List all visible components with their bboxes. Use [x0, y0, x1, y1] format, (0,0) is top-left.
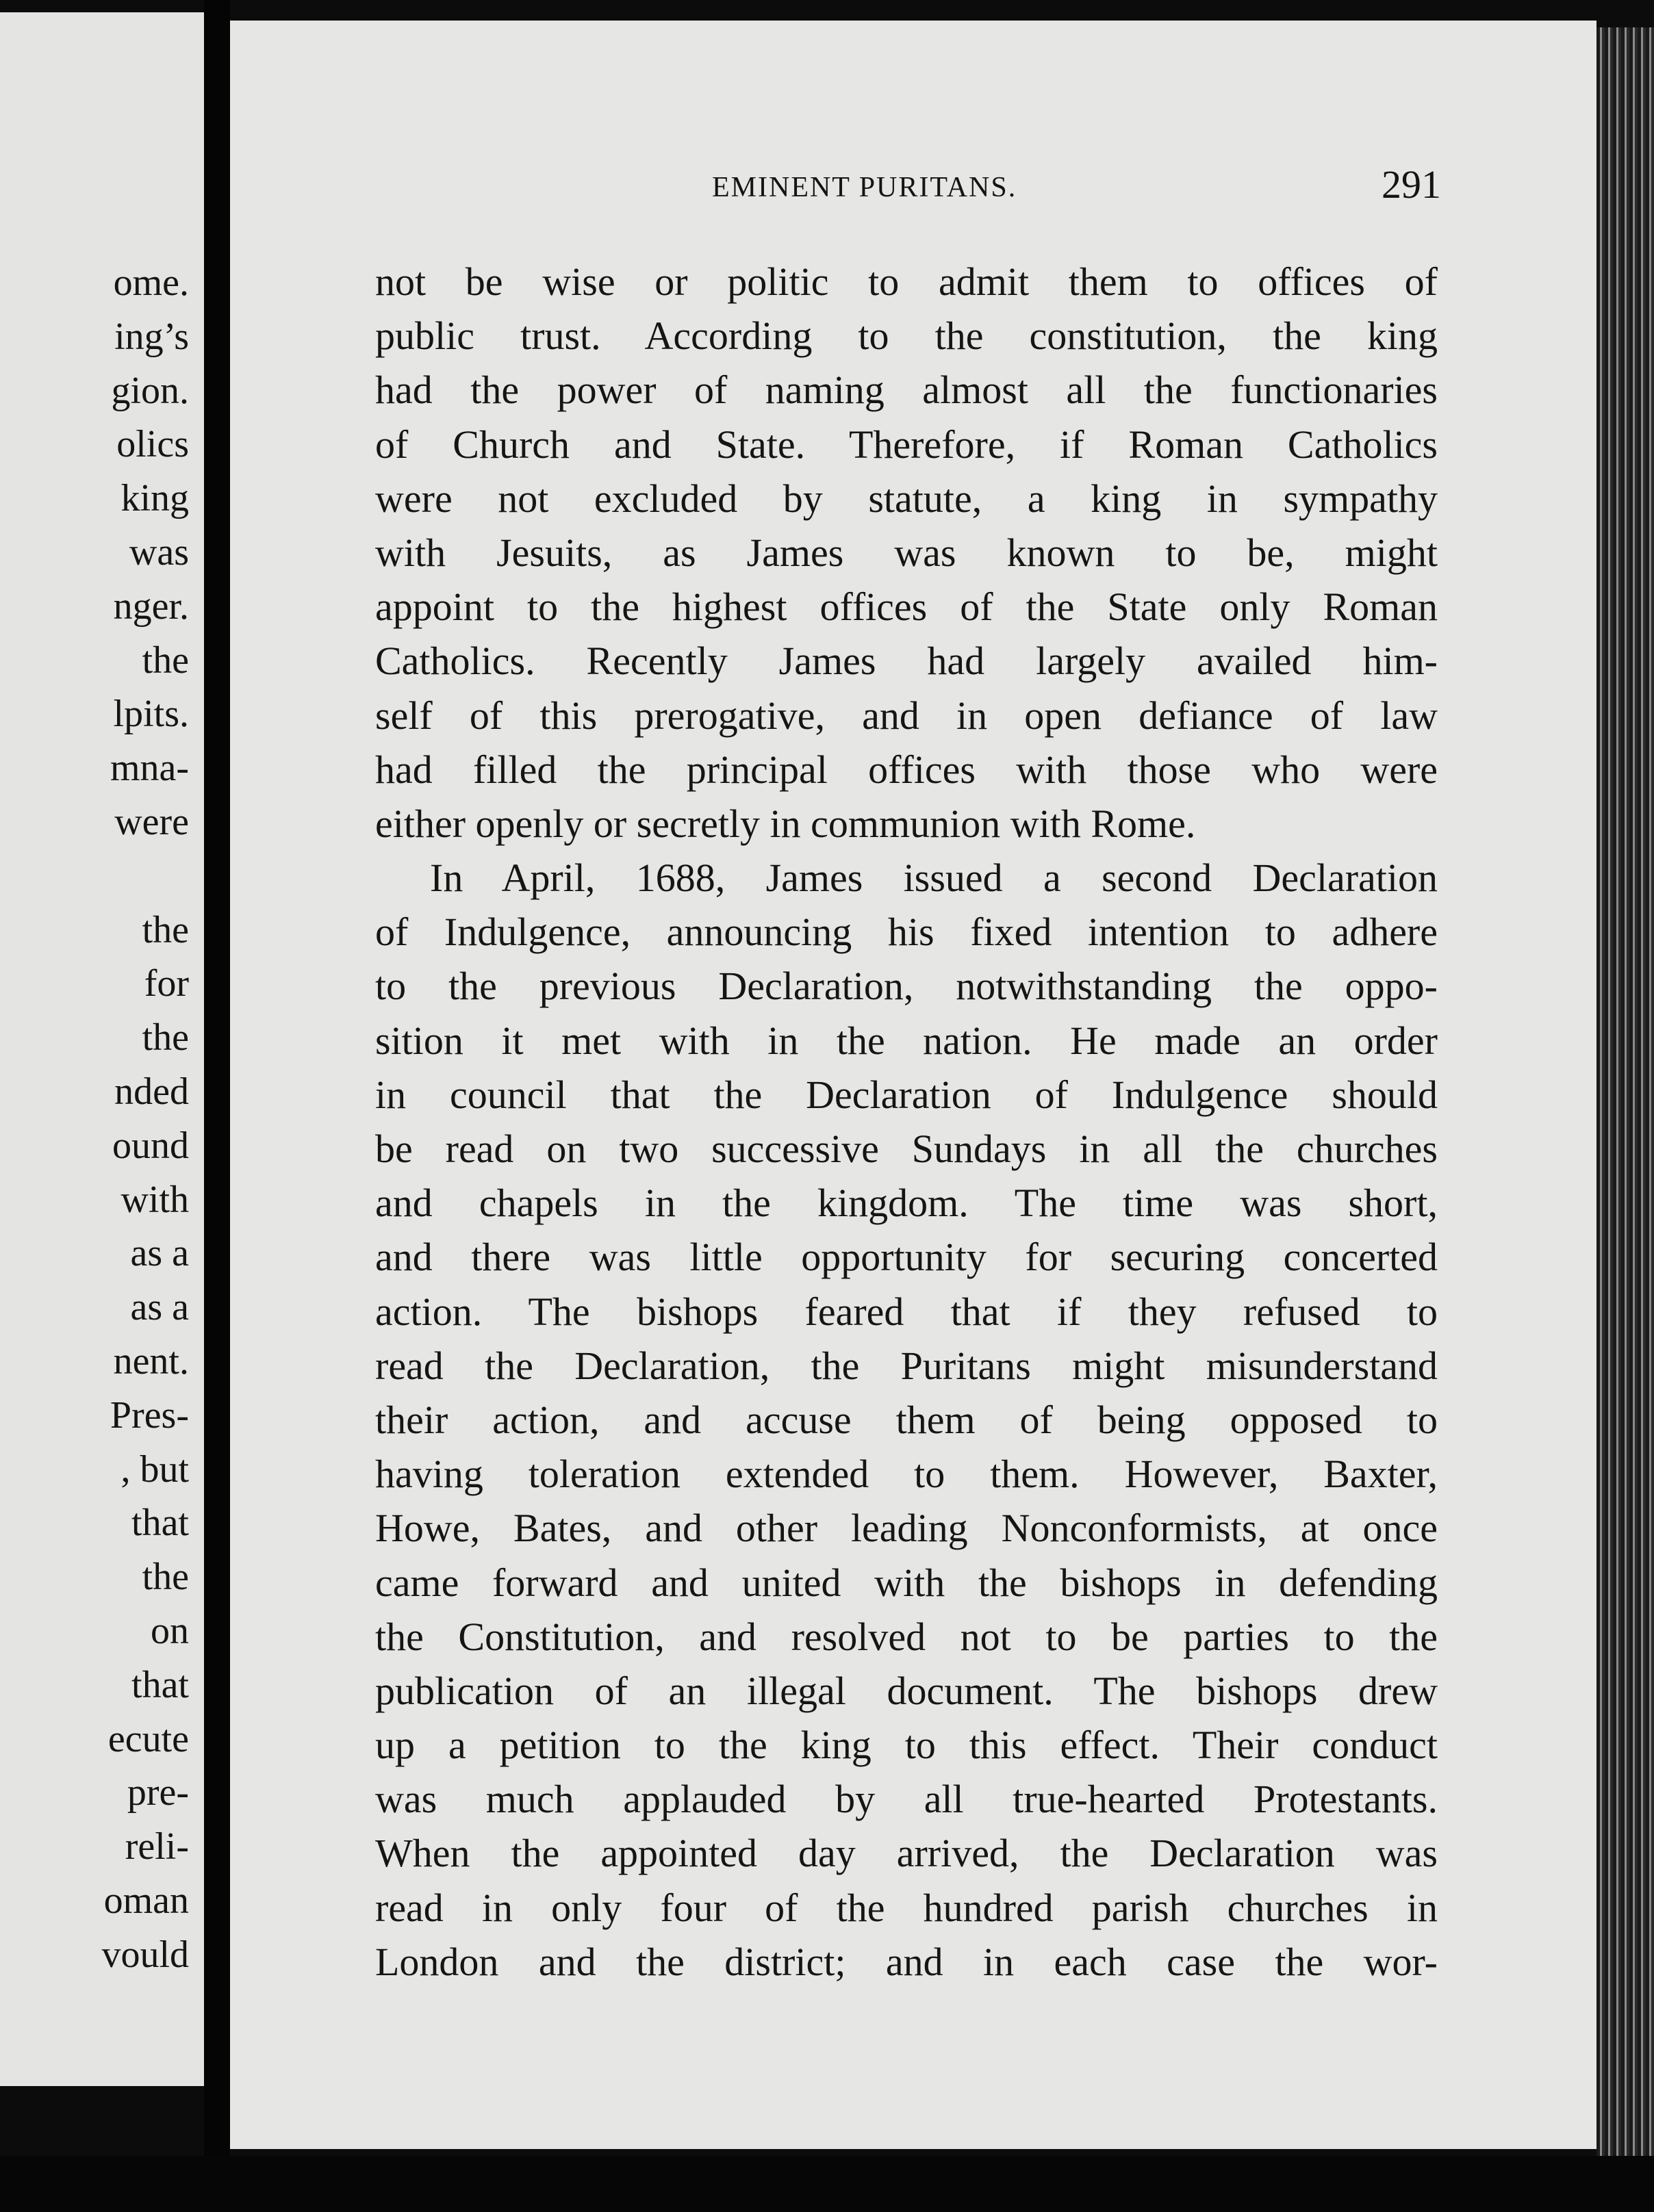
text-line: came forward and united with the bishops in defending	[375, 1560, 1438, 1605]
left-page-line: gion.	[111, 369, 189, 412]
text-line: either openly or secretly in communion with Rome.	[375, 801, 1196, 846]
text-line: When the appointed day arrived, the Declaration was	[375, 1831, 1438, 1876]
text-line: not be wise or politic to admit them to offices of	[375, 259, 1438, 304]
left-page	[0, 12, 204, 2086]
text-line: the Constitution, and resolved not to be parties to the	[375, 1614, 1438, 1659]
left-page-line: mna-	[110, 747, 189, 790]
bottom-border	[0, 2156, 1654, 2212]
text-line: publication of an illegal document. The bishops drew	[375, 1668, 1438, 1713]
left-page-line: vould	[101, 1933, 189, 1976]
text-line: Catholics. Recently James had largely availed him-	[375, 639, 1438, 684]
left-page-line: was	[129, 530, 189, 574]
left-page-line: lpits.	[113, 693, 189, 736]
text-line: public trust. According to the constitution, the king	[375, 313, 1438, 359]
text-line: London and the district; and in each case the wor-	[375, 1939, 1438, 1984]
left-page-line: that	[131, 1663, 189, 1706]
left-page-line: king	[120, 477, 189, 520]
text-line: to the previous Declaration, notwithstanding the oppo-	[375, 964, 1438, 1009]
text-line: having toleration extended to them. However, Baxter,	[375, 1452, 1438, 1497]
left-page-line: , but	[120, 1448, 189, 1491]
left-page-line: as a	[130, 1286, 189, 1329]
text-line: had filled the principal offices with those who were	[375, 747, 1438, 792]
left-page-text	[0, 256, 204, 1982]
page-edges	[1596, 27, 1654, 2156]
text-line: of Indulgence, announcing his fixed intention to adhere	[375, 910, 1438, 955]
text-line: appoint to the highest offices of the State only Roman	[375, 584, 1438, 630]
left-page-line: ound	[112, 1124, 189, 1167]
text-line: were not excluded by statute, a king in sympathy	[375, 476, 1438, 521]
left-page-line: on	[151, 1609, 189, 1652]
text-line: sition it met with in the nation. He made an order	[375, 1018, 1438, 1063]
left-page-line	[0, 849, 204, 903]
text-line: and chapels in the kingdom. The time was short,	[375, 1181, 1438, 1226]
left-page-line: olics	[116, 423, 189, 466]
left-page-line: oman	[103, 1879, 189, 1922]
text-line: had the power of naming almost all the functionaries	[375, 368, 1438, 413]
text-line: was much applauded by all true-hearted Protestants.	[375, 1777, 1438, 1822]
left-page-line: were	[114, 800, 189, 843]
left-page-line: the	[142, 1016, 189, 1059]
text-line: In April, 1688, James issued a second Declaration	[430, 856, 1438, 901]
left-page-line: that	[131, 1502, 189, 1545]
left-page-line: nded	[114, 1070, 189, 1113]
text-line: read in only four of the hundred parish churches in	[375, 1885, 1438, 1930]
left-page-line: the	[142, 908, 189, 951]
left-page-line: nent.	[113, 1339, 189, 1382]
left-page-line: ing’s	[114, 315, 189, 358]
left-page-line: ecute	[107, 1717, 189, 1760]
left-page-line: nger.	[113, 584, 189, 628]
text-line: with Jesuits, as James was known to be, might	[375, 530, 1438, 575]
text-line: Howe, Bates, and other leading Nonconformists, at once	[375, 1506, 1438, 1551]
text-line: be read on two successive Sundays in all the churches	[375, 1127, 1438, 1171]
text-line: read the Declaration, the Puritans might misunderstand	[375, 1343, 1438, 1388]
text-line: up a petition to the king to this effect. Their conduct	[375, 1723, 1438, 1768]
text-line: their action, and accuse them of being opposed to	[375, 1397, 1438, 1442]
running-head: EMINENT PURITANS.	[712, 172, 1017, 203]
page-number: 291	[1382, 162, 1441, 207]
text-line: action. The bishops feared that if they refused to	[375, 1289, 1438, 1334]
left-page-line: for	[144, 962, 189, 1005]
text-line: in council that the Declaration of Indulgence should	[375, 1072, 1438, 1117]
text-line: of Church and State. Therefore, if Roman Catholics	[375, 422, 1438, 467]
book-gutter	[204, 0, 230, 2212]
left-page-line: pre-	[127, 1771, 189, 1814]
left-page-line: with	[120, 1178, 189, 1221]
left-page-line: reli-	[125, 1825, 189, 1868]
left-page-line: the	[142, 639, 189, 682]
left-page-line: Pres-	[110, 1393, 189, 1437]
text-line: and there was little opportunity for securing concerted	[375, 1235, 1438, 1280]
left-page-line: as a	[130, 1232, 189, 1275]
left-page-line: the	[142, 1556, 189, 1599]
body-text	[375, 255, 1438, 1989]
left-page-line: ome.	[113, 261, 189, 304]
text-line: self of this prerogative, and in open defiance of law	[375, 693, 1438, 738]
